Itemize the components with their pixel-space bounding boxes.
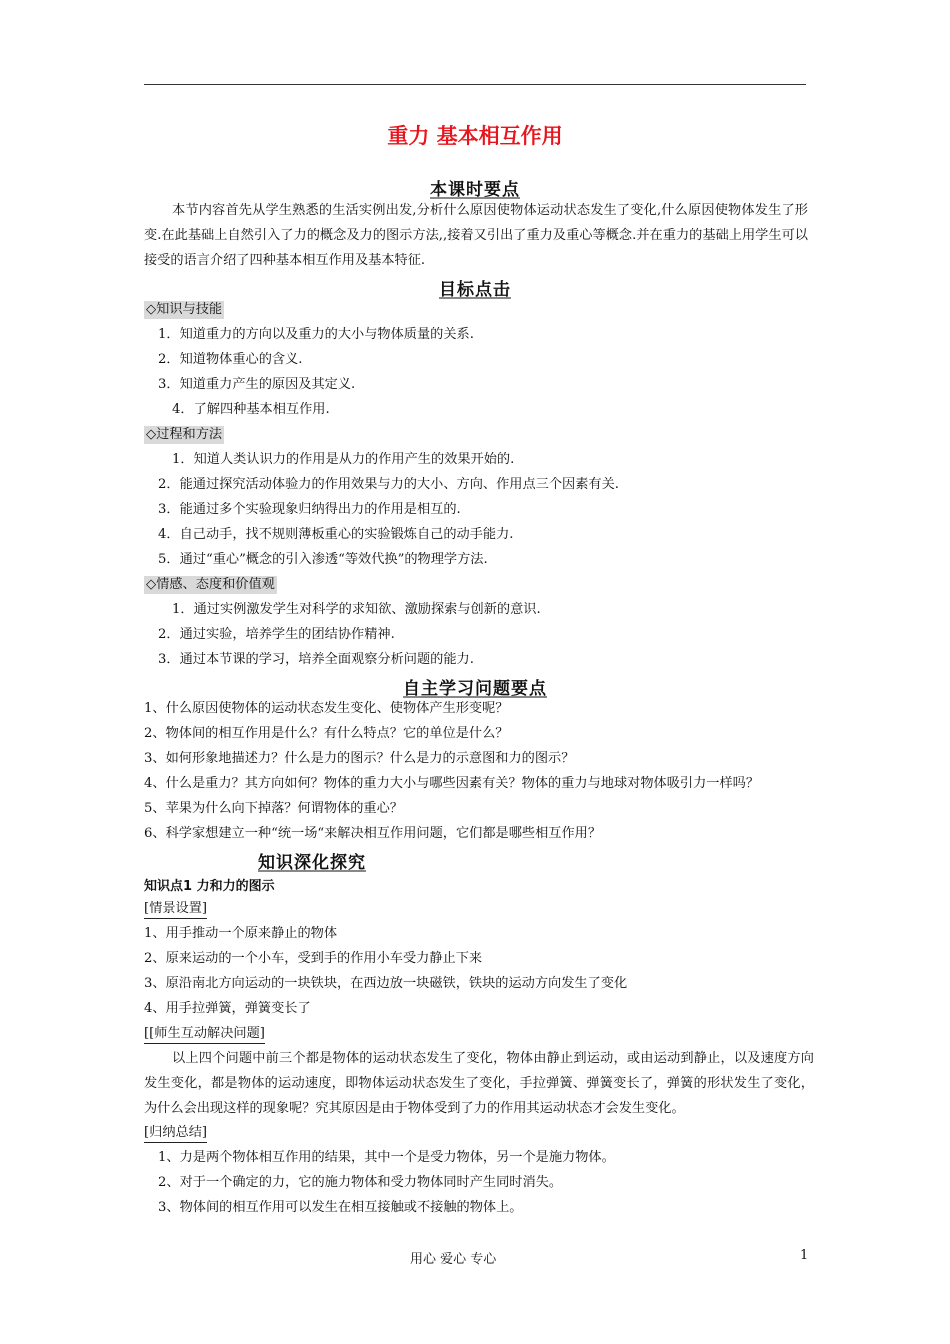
question-item: 3、如何形象地描述力？什么是力的图示？什么是力的示意图和力的图示？ <box>144 751 575 766</box>
summary-label: [归纳总结] <box>144 1124 207 1143</box>
section-heading-deepening: 知识深化探究 <box>258 853 366 873</box>
question-item: 1、什么原因使物体的运动状态发生变化、使物体产生形变呢？ <box>144 701 509 716</box>
scene-item: 2、原来运动的一个小车，受到手的作用小车受力静止下来 <box>144 951 483 966</box>
scene-setting-label: [情景设置] <box>144 900 207 919</box>
summary-item: 3、物体间的相互作用可以发生在相互接触或不接触的物体上。 <box>158 1200 523 1215</box>
scene-item: 4、用手拉弹簧，弹簧变长了 <box>144 1001 311 1016</box>
question-item: 5、苹果为什么向下掉落？何谓物体的重心？ <box>144 801 403 816</box>
question-item: 6、科学家想建立一种“统一场“来解决相互作用问题，它们都是哪些相互作用？ <box>144 826 602 841</box>
list-item: 2．知道物体重心的含义. <box>158 352 303 367</box>
list-item: 3．能通过多个实验现象归纳得出力的作用是相互的. <box>158 502 461 517</box>
page-title: 重力 基本相互作用 <box>387 124 563 148</box>
list-item: 1．知道人类认识力的作用是从力的作用产生的效果开始的. <box>172 452 515 467</box>
interaction-label: [[师生互动解决问题] <box>144 1025 265 1044</box>
list-item: 1．通过实例激发学生对科学的求知欲、激励探索与创新的意识. <box>172 602 541 617</box>
page-number: 1 <box>800 1248 809 1263</box>
section-heading-key-points: 本课时要点 <box>430 180 520 200</box>
list-item: 1．知道重力的方向以及重力的大小与物体质量的关系. <box>158 327 474 342</box>
list-item: 4．了解四种基本相互作用. <box>172 402 330 417</box>
list-item: 2．通过实验，培养学生的团结协作精神. <box>158 627 395 642</box>
intro-paragraph: 本节内容首先从学生熟悉的生活实例出发,分析什么原因使物体运动状态发生了变化,什么原因使物体发生了形变.在此基础上自然引入了力的概念及力的图示方法,,接着又引出了重力及重心等概念.并在重力的基础上用学生可以接受的语言介绍了四种基本相互作用及基本特征. <box>144 203 808 268</box>
question-item: 2、物体间的相互作用是什么？有什么特点？它的单位是什么？ <box>144 726 509 741</box>
section-heading-self-study: 自主学习问题要点 <box>403 679 547 699</box>
list-item: 4．自己动手，找不规则薄板重心的实验锻炼自己的动手能力. <box>158 527 514 542</box>
question-item: 4、什么是重力？其方向如何？物体的重力大小与哪些因素有关？物体的重力与地球对物体吸引力一样吗？ <box>144 776 760 791</box>
scene-item: 1、用手推动一个原来静止的物体 <box>144 926 338 941</box>
footer-motto: 用心 爱心 专心 <box>410 1252 497 1267</box>
header-rule <box>144 84 806 85</box>
summary-item: 2、对于一个确定的力，它的施力物体和受力物体同时产生同时消失。 <box>158 1175 563 1190</box>
scene-item: 3、原沿南北方向运动的一块铁块，在西边放一块磁铁，铁块的运动方向发生了变化 <box>144 976 628 991</box>
section-heading-goals: 目标点击 <box>439 280 511 300</box>
list-item: 3．知道重力产生的原因及其定义. <box>158 377 356 392</box>
list-item: 5．通过“重心”概念的引入渗透“等效代换”的物理学方法. <box>158 552 488 567</box>
list-item: 3．通过本节课的学习，培养全面观察分析问题的能力. <box>158 652 474 667</box>
list-item: 2．能通过探究活动体验力的作用效果与力的大小、方向、作用点三个因素有关. <box>158 477 619 492</box>
subsection-process-methods: ◇过程和方法 <box>146 427 223 442</box>
subsection-attitudes-values: ◇情感、态度和价值观 <box>146 577 275 592</box>
interaction-paragraph: 以上四个问题中前三个都是物体的运动状态发生了变化，物体由静止到运动，或由运动到静止，以及速度方向发生变化，都是物体的运动速度，即物体运动状态发生了变化，手拉弹簧、弹簧变长了，弹簧的形状发生了变化，为什么会出现这样的现象呢？究其原因是由于物体受到了力的作用其运动状态才会发生变化。 <box>144 1051 814 1116</box>
subsection-knowledge-skills: ◇知识与技能 <box>146 302 223 317</box>
summary-item: 1、力是两个物体相互作用的结果，其中一个是受力物体，另一个是施力物体。 <box>158 1150 615 1165</box>
knowledge-point-title: 知识点1 力和力的图示 <box>144 879 275 894</box>
